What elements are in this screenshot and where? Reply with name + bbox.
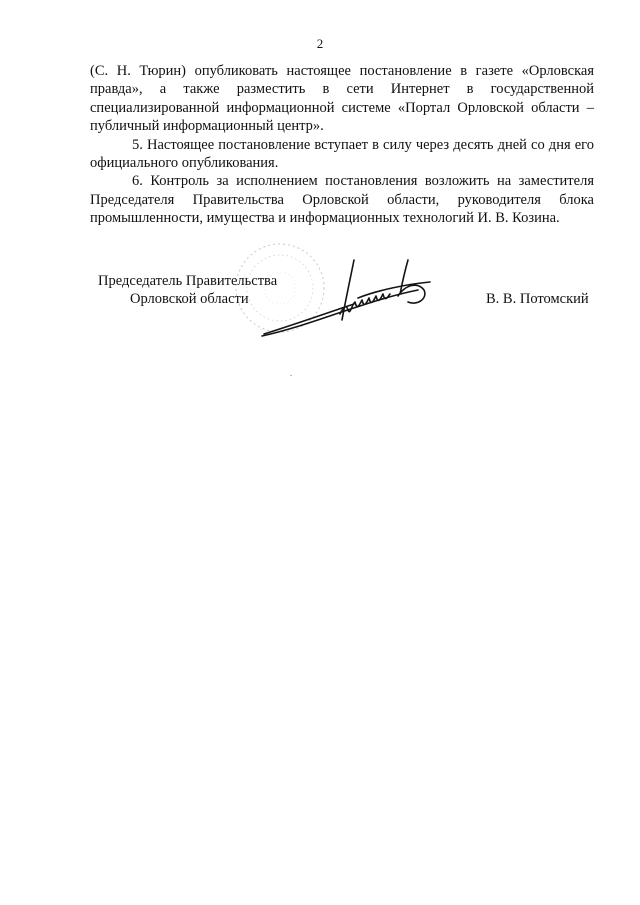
handwritten-signature <box>258 254 438 344</box>
page-number: 2 <box>316 36 324 51</box>
scan-speck <box>290 375 292 376</box>
signatory-title-line1: Председатель Правительства <box>98 273 278 289</box>
signatory-title <box>98 272 277 309</box>
paragraph-continuation: (С. Н. Тюрин) опубликовать настоящее постановление в газете «Орловская правда», а также разместить в сети Интернет в государственной специализированной информационной системе «Портал Орловской области – публичный информационный центр». <box>90 63 594 135</box>
document-body <box>90 62 594 228</box>
paragraph-6: 6. Контроль за исполнением постановления возложить на заместителя Председателя Правительства Орловской области, руководителя блока промышленности, имущества и информационных технологий И. В. Козина. <box>90 173 594 227</box>
paragraph-5: 5. Настоящее постановление вступает в силу через десять дней со дня его официального опубликования. <box>90 136 594 172</box>
signatory-title-line2: Орловской области <box>130 291 249 308</box>
signatory-name: В. В. Потомский <box>486 291 589 307</box>
